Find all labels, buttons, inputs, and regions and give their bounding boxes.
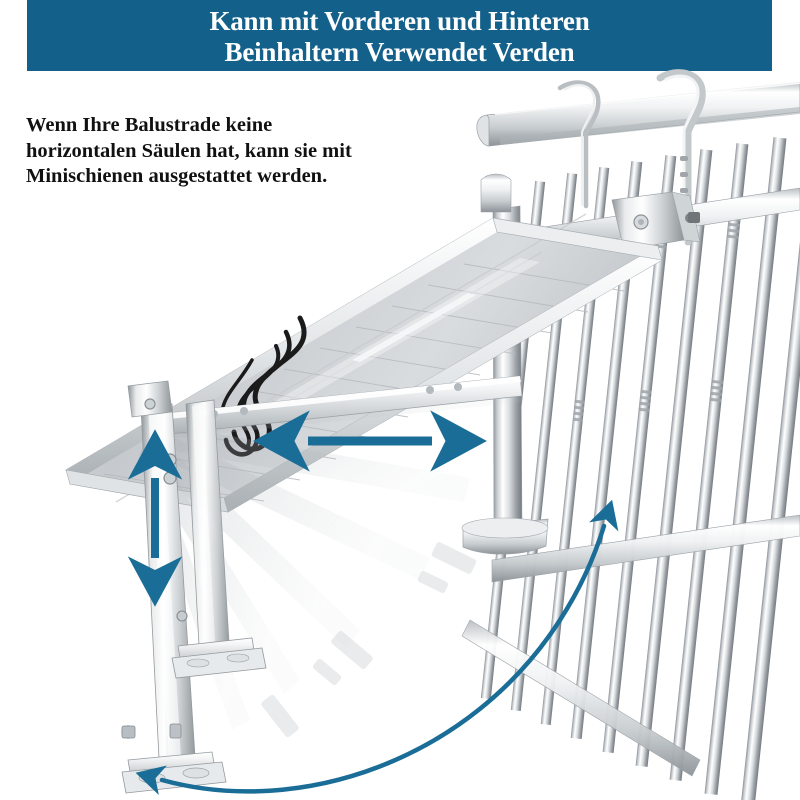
subtitle-line-3: Minischienen ausgestattet werden. [26,165,328,187]
top-handrail [477,76,800,146]
subtitle-line-2: horizontalen Säulen hat, kann sie mit [26,139,352,162]
header-title-line-1: Kann mit Vorderen und Hinteren [209,5,590,36]
product-photo [0,60,800,800]
header-title-line-2: Beinhaltern Verwendet Verden [224,36,575,67]
subtitle-line-1: Wenn Ihre Balustrade keine [26,114,273,136]
